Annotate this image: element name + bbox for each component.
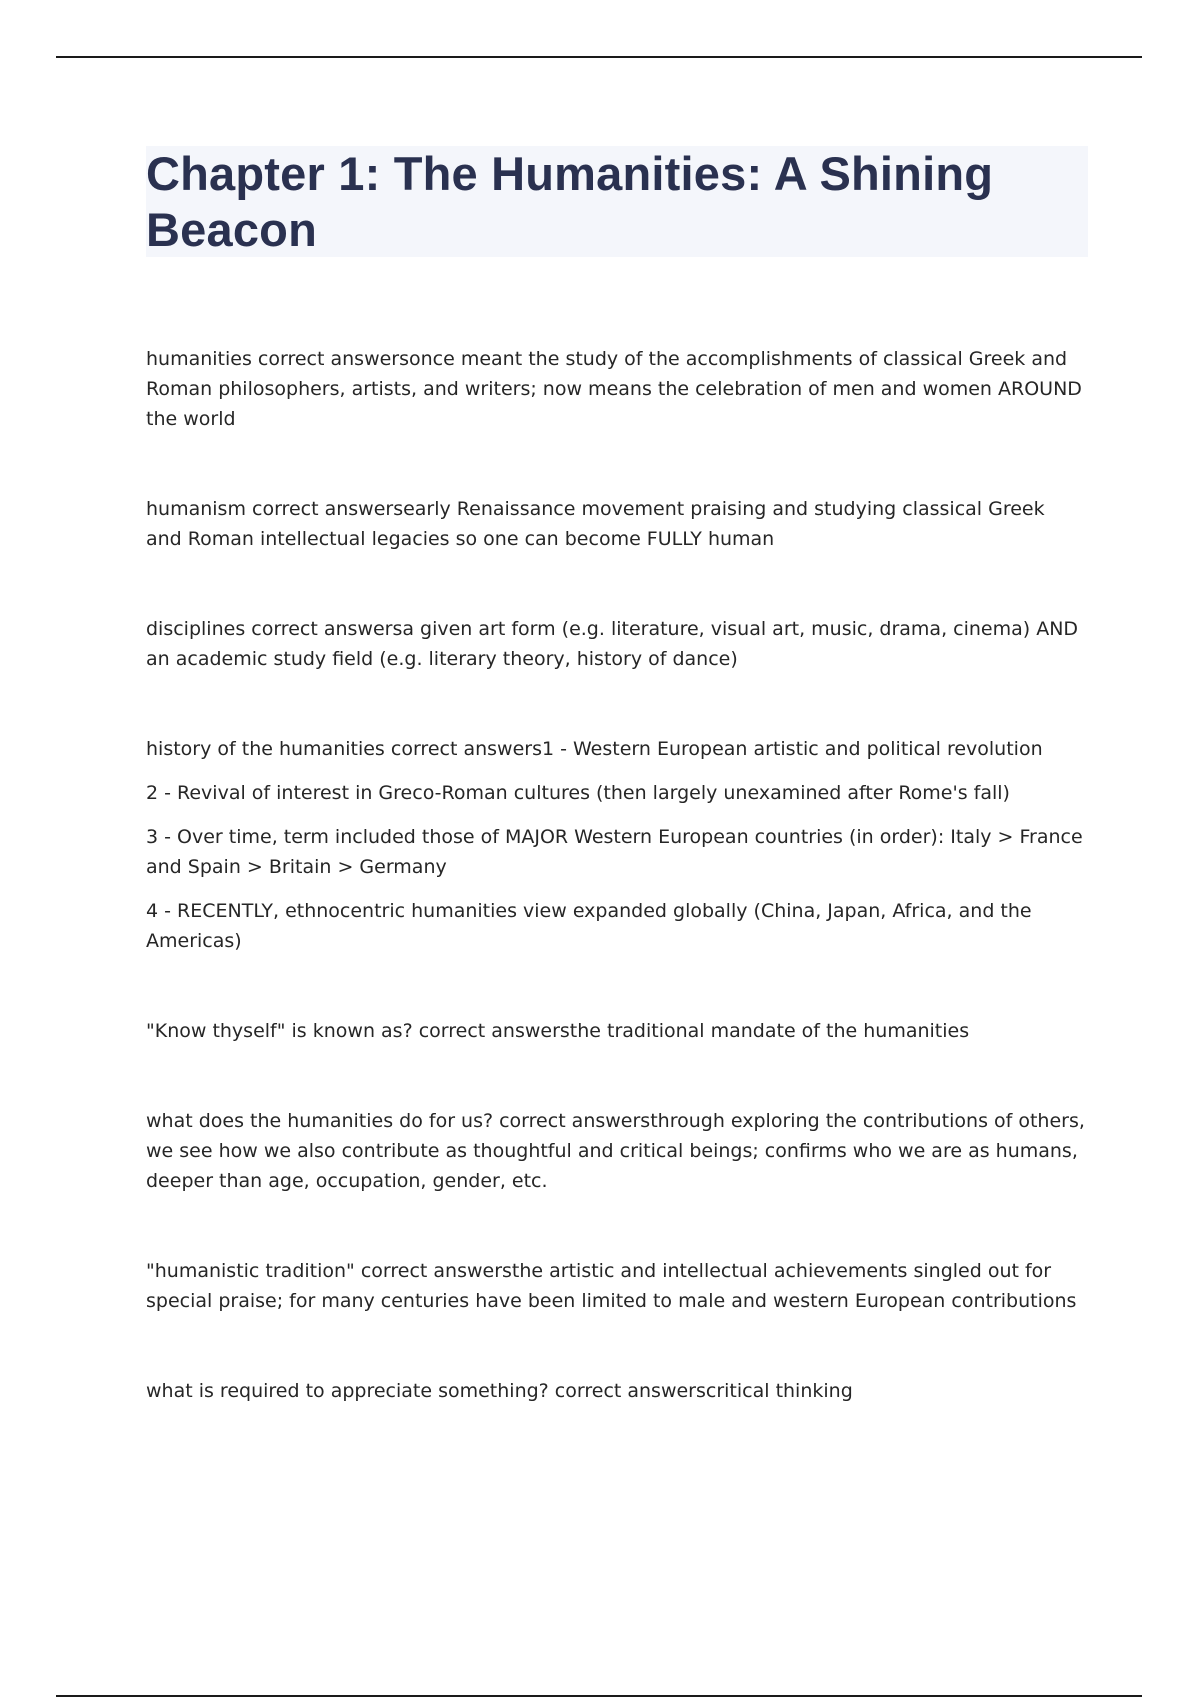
entry-text: 3 - Over time, term included those of MAJOR Western European countries (in order): Italy > France and Spain > Britain > Germany bbox=[146, 826, 1083, 878]
entry-text: 2 - Revival of interest in Greco-Roman cultures (then largely unexamined after Rome's fall) bbox=[146, 782, 1010, 804]
document-body bbox=[146, 344, 1086, 1466]
entry-text: what does the humanities do for us? correct answersthrough exploring the contributions of others, we see how we also contribute as thoughtful and critical beings; confirms who we are as humans, deeper than age, occupation, gender, etc. bbox=[146, 1110, 1085, 1192]
page-title: Chapter 1: The Humanities: A Shining Beacon bbox=[146, 147, 994, 256]
entry-text: what is required to appreciate something? correct answerscritical thinking bbox=[146, 1380, 853, 1402]
entry-text: disciplines correct answersa given art form (e.g. literature, visual art, music, drama, cinema) AND an academic study field (e.g. literary theory, history of dance) bbox=[146, 618, 1079, 670]
top-divider bbox=[56, 56, 1142, 58]
entry-text: 4 - RECENTLY, ethnocentric humanities view expanded globally (China, Japan, Africa, and the Americas) bbox=[146, 900, 1032, 952]
entry-text: humanism correct answersearly Renaissance movement praising and studying classical Greek and Roman intellectual legacies so one can become FULLY human bbox=[146, 498, 1045, 550]
entry-disciplines bbox=[146, 614, 1086, 674]
title-block bbox=[146, 146, 1088, 257]
entry-know-thyself bbox=[146, 1016, 1086, 1046]
entry-humanistic-tradition bbox=[146, 1256, 1086, 1316]
entry-text: history of the humanities correct answers1 - Western European artistic and political revolution bbox=[146, 738, 1043, 760]
entry-what-humanities-do bbox=[146, 1106, 1086, 1196]
entry-appreciation bbox=[146, 1376, 1086, 1406]
entry-text: "Know thyself" is known as? correct answersthe traditional mandate of the humanities bbox=[146, 1020, 970, 1042]
entry-text: "humanistic tradition" correct answersthe artistic and intellectual achievements singled out for special praise; for many centuries have been limited to male and western European contributions bbox=[146, 1260, 1077, 1312]
entry-humanism bbox=[146, 494, 1086, 554]
entry-text: humanities correct answersonce meant the study of the accomplishments of classical Greek and Roman philosophers, artists, and writers; now means the celebration of men and women AROUND the world bbox=[146, 348, 1082, 430]
entry-history-of-humanities bbox=[146, 734, 1086, 956]
bottom-divider bbox=[56, 1695, 1142, 1697]
entry-humanities bbox=[146, 344, 1086, 434]
